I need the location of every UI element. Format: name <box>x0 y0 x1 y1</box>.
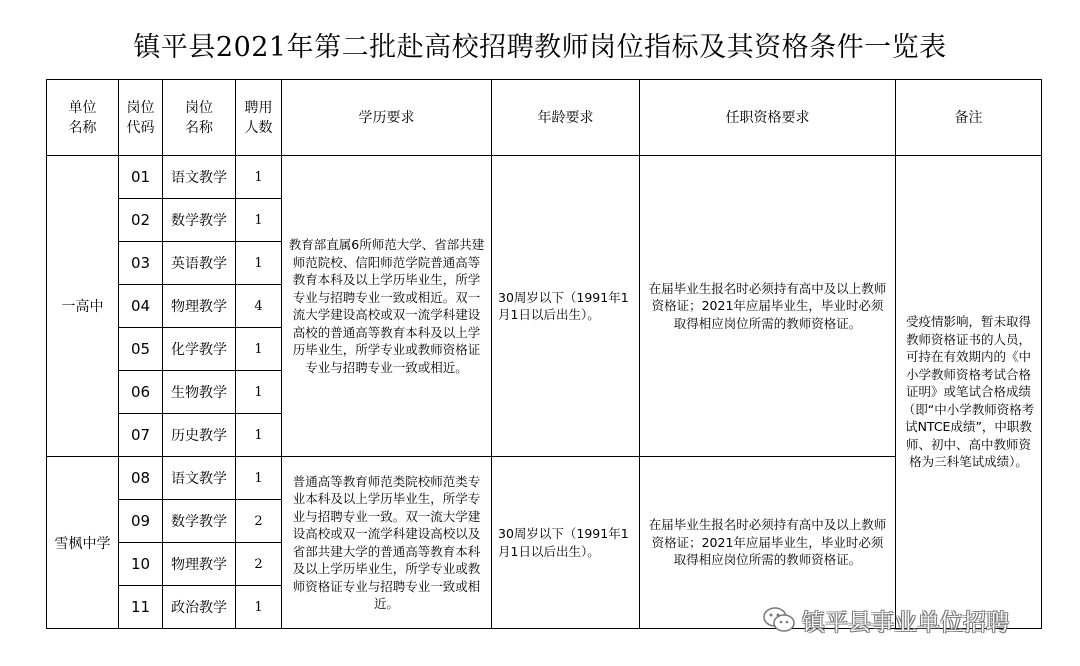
post-code-cell: 07 <box>119 414 163 457</box>
hire-count-cell: 1 <box>236 414 282 457</box>
header-hire-count: 聘用 人数 <box>236 80 282 156</box>
post-code-cell: 09 <box>119 500 163 543</box>
post-name-cell: 数学教学 <box>163 199 236 242</box>
hire-count-cell: 2 <box>236 500 282 543</box>
unit-name-cell: 一高中 <box>47 156 119 457</box>
post-name-cell: 物理教学 <box>163 543 236 586</box>
watermark-text: 镇平县事业单位招聘 <box>802 609 1009 636</box>
qualification-cell: 在届毕业生报名时必须持有高中及以上教师资格证；2021年应届毕业生，毕业时必须取得相应岗位所需的教师资格证。 <box>640 457 896 629</box>
remarks-cell: 受疫情影响，暂未取得教师资格证书的人员，可持在有效期内的《中小学教师资格考试合格证明》或笔试合格成绩（即“中小学教师资格考试NTCE成绩”，中职教师、初中、高中教师资格为三科笔试成绩）。 <box>896 156 1042 629</box>
hire-count-cell: 1 <box>236 457 282 500</box>
hire-count-cell: 1 <box>236 199 282 242</box>
hire-count-cell: 2 <box>236 543 282 586</box>
hire-count-cell: 1 <box>236 156 282 199</box>
hire-count-cell: 1 <box>236 328 282 371</box>
post-name-cell: 政治教学 <box>163 586 236 629</box>
age-cell: 30周岁以下（1991年1月1日以后出生）。 <box>492 457 640 629</box>
qualification-cell: 在届毕业生报名时必须持有高中及以上教师资格证；2021年应届毕业生，毕业时必须取得相应岗位所需的教师资格证。 <box>640 156 896 457</box>
header-remarks: 备注 <box>896 80 1042 156</box>
page-title: 镇平县2021年第二批赴高校招聘教师岗位指标及其资格条件一览表 <box>133 32 947 63</box>
hire-count-cell: 1 <box>236 586 282 629</box>
education-cell: 教育部直属6所师范大学、省部共建师范院校、信阳师范学院普通高等教育本科及以上学历毕业生，所学专业与招聘专业一致或相近。双一流大学建设高校或双一流学科建设高校的普通高等教育本科及以上学历毕业生，所学专业或教师资格证专业与招聘专业一致或相近。 <box>282 156 492 457</box>
post-code-cell: 04 <box>119 285 163 328</box>
header-education: 学历要求 <box>282 80 492 156</box>
post-name-cell: 化学教学 <box>163 328 236 371</box>
unit-name-cell: 雪枫中学 <box>47 457 119 629</box>
table-row <box>47 156 1042 199</box>
post-code-cell: 10 <box>119 543 163 586</box>
education-cell: 普通高等教育师范类院校师范类专业本科及以上学历毕业生，所学专业与招聘专业一致。双一流大学建设高校或双一流学科建设高校以及省部共建大学的普通高等教育本科及以上学历毕业生，所学专业或教师资格证专业与招聘专业一致或相近。 <box>282 457 492 629</box>
post-code-cell: 06 <box>119 371 163 414</box>
post-name-cell: 语文教学 <box>163 156 236 199</box>
post-name-cell: 生物教学 <box>163 371 236 414</box>
post-name-cell: 物理教学 <box>163 285 236 328</box>
hire-count-cell: 1 <box>236 242 282 285</box>
post-name-cell: 数学教学 <box>163 500 236 543</box>
post-name-cell: 英语教学 <box>163 242 236 285</box>
hire-count-cell: 4 <box>236 285 282 328</box>
post-name-cell: 历史教学 <box>163 414 236 457</box>
hire-count-cell: 1 <box>236 371 282 414</box>
post-code-cell: 01 <box>119 156 163 199</box>
age-cell: 30周岁以下（1991年1月1日以后出生）。 <box>492 156 640 457</box>
header-qualification: 任职资格要求 <box>640 80 896 156</box>
header-post-code: 岗位 代码 <box>119 80 163 156</box>
wechat-icon <box>762 606 796 634</box>
header-age: 年龄要求 <box>492 80 640 156</box>
header-post-name: 岗位 名称 <box>163 80 236 156</box>
watermark <box>762 603 1009 637</box>
header-row <box>47 80 1042 156</box>
table-row <box>47 457 1042 500</box>
post-code-cell: 05 <box>119 328 163 371</box>
recruitment-table <box>46 79 1042 629</box>
post-name-cell: 语文教学 <box>163 457 236 500</box>
post-code-cell: 03 <box>119 242 163 285</box>
post-code-cell: 02 <box>119 199 163 242</box>
post-code-cell: 11 <box>119 586 163 629</box>
post-code-cell: 08 <box>119 457 163 500</box>
header-unit-name: 单位 名称 <box>47 80 119 156</box>
